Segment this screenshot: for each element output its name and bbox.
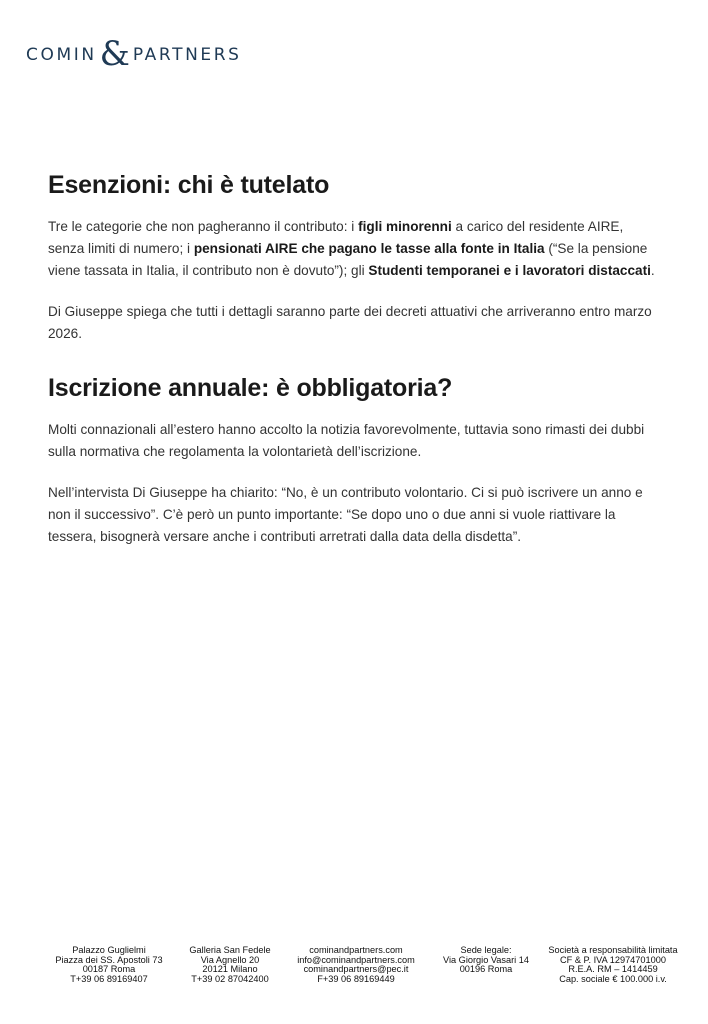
footer-email-link[interactable]: info@cominandpartners.com [297, 954, 415, 965]
footer-company-info [546, 946, 680, 984]
logo-ampersand: & [99, 34, 130, 74]
company-logo [26, 34, 242, 74]
footer-sede-legale [436, 946, 536, 975]
bold-figli-minorenni: figli minorenni [358, 219, 452, 234]
footer-line: Via Giorgio Vasari 14 [443, 954, 529, 965]
text-run: a carico del residente AIRE, senza limiti di numero; i [48, 219, 624, 256]
footer-contacts [290, 946, 422, 984]
article-body [48, 168, 662, 548]
section-heading-esenzioni: Esenzioni: chi è tutelato [48, 171, 330, 199]
footer-line: Galleria San Fedele [189, 945, 271, 955]
paragraph-intervista: Nell’intervista Di Giuseppe ha chiarito: “No, è un contributo volontario. Ci si può iscrivere un anno e non il successivo”. C’è però un punto importante: “Se dopo uno o due anni si vuole riattivare la tessera, bisognerà versare anche i contributi arretrati dalla data della disdetta”. [48, 485, 643, 544]
footer-line: R.E.A. RM – 1414459 [568, 964, 658, 975]
section-heading-iscrizione: Iscrizione annuale: è obbligatoria? [48, 374, 453, 402]
footer-pec-link[interactable]: cominandpartners@pec.it [303, 964, 409, 975]
footer-line: 20121 Milano [202, 964, 258, 975]
paragraph-connazionali: Molti connazionali all’estero hanno accolto la notizia favorevolmente, tuttavia sono rimasti dei dubbi sulla normativa che regolamenta la volontarietà dell’iscrizione. [48, 422, 645, 459]
text-run: Tre le categorie che non pagheranno il contributo: i [48, 219, 359, 234]
paragraph-categorie [48, 216, 662, 282]
footer-line: Palazzo Guglielmi [72, 945, 146, 955]
bold-studenti-lavoratori: Studenti temporanei e i lavoratori distaccati [368, 263, 651, 278]
footer-line: 00187 Roma [82, 964, 136, 975]
footer-line: Via Agnello 20 [200, 954, 260, 965]
footer-website-link[interactable]: cominandpartners.com [309, 945, 403, 955]
footer-line: Sede legale: [460, 945, 512, 955]
footer-line: CF & P. IVA 12974701000 [560, 954, 666, 965]
footer-line: Società a responsabilità limitata [548, 945, 678, 955]
text-run: (“Se la pensione viene tassata in Italia, il contributo non è dovuto”); gli [48, 241, 648, 278]
footer-line: 00196 Roma [459, 964, 513, 975]
paragraph-decreti: Di Giuseppe spiega che tutti i dettagli saranno parte dei decreti attuativi che arriveranno entro marzo 2026. [48, 304, 652, 341]
footer-line: F+39 06 89169449 [317, 973, 395, 984]
footer-line: T+39 02 87042400 [191, 973, 269, 984]
footer-line: Cap. sociale € 100.000 i.v. [559, 973, 667, 984]
bold-pensionati-aire: pensionati AIRE che pagano le tasse alla fonte in Italia [193, 241, 545, 256]
footer-roma-office [50, 946, 168, 984]
logo-text-partners: PARTNERS [132, 45, 242, 65]
text-run: . [650, 263, 655, 278]
footer-line: Piazza dei SS. Apostoli 73 [55, 954, 163, 965]
logo-text-comin: COMIN [26, 45, 97, 65]
footer-milano-office [180, 946, 280, 984]
footer-line: T+39 06 89169407 [70, 973, 148, 984]
